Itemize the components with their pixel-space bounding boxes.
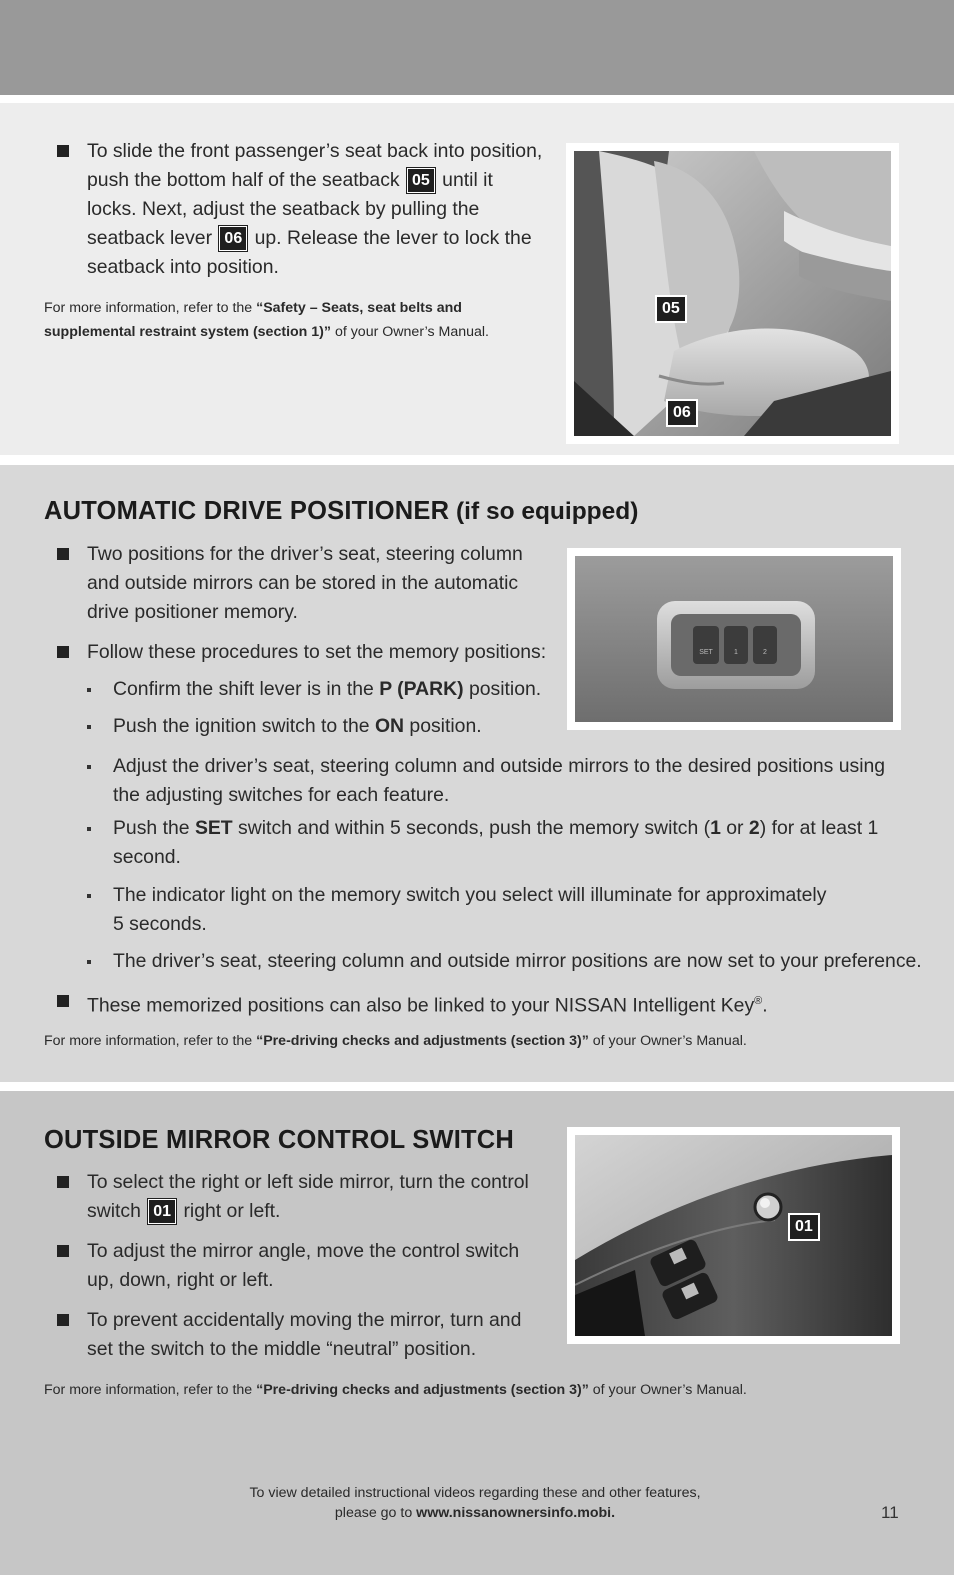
- memory-switch-photo: [575, 556, 893, 722]
- adp-step-set: Push the SET switch and within 5 seconds, push the memory switch (1 or 2) for at least 1 second.: [113, 814, 888, 872]
- heading-outside-mirror-control: OUTSIDE MIRROR CONTROL SWITCH: [44, 1126, 514, 1154]
- adp-bullet-memory: Two positions for the driver’s seat, steering column and outside mirrors can be stored in the automatic drive positioner memory.: [87, 540, 542, 627]
- bullet-dot-icon: [87, 827, 91, 831]
- mirror-bullet-adjust: To adjust the mirror angle, move the control switch up, down, right or left.: [87, 1237, 542, 1295]
- header-bar: [0, 0, 954, 95]
- bullet-dot-icon: [87, 725, 91, 729]
- seat-photo: [574, 151, 891, 436]
- reference-note-predriving-1: For more information, refer to the “Pre-driving checks and adjustments (section 3)” of your Owner’s Manual.: [44, 1033, 747, 1049]
- set-button-label: SET: [699, 649, 713, 656]
- adp-step-park: Confirm the shift lever is in the P (PARK) position.: [113, 675, 558, 704]
- adp-bullet-procedures: Follow these procedures to set the memory positions:: [87, 638, 557, 667]
- seat-photo-frame: [566, 143, 899, 444]
- bullet-square-icon: [57, 1314, 69, 1326]
- mirror-switch-photo-frame: [567, 1127, 900, 1344]
- bullet-dot-icon: [87, 894, 91, 898]
- owners-info-link[interactable]: www.nissanownersinfo.mobi.: [416, 1505, 616, 1521]
- bullet-square-icon: [57, 1176, 69, 1188]
- adp-step-done: The driver’s seat, steering column and outside mirror positions are now set to your preference.: [113, 947, 933, 976]
- adp-step-indicator: The indicator light on the memory switch you select will illuminate for approximately 5 seconds.: [113, 881, 838, 939]
- bullet-dot-icon: [87, 765, 91, 769]
- image-callout-06: 06: [666, 399, 698, 427]
- mirror-switch-photo: [575, 1135, 892, 1336]
- page-number: 11: [881, 1503, 899, 1522]
- image-callout-05: 05: [655, 295, 687, 323]
- bullet-dot-icon: [87, 688, 91, 692]
- bullet-square-icon: [57, 145, 69, 157]
- callout-06: 06: [219, 226, 247, 251]
- bullet-square-icon: [57, 995, 69, 1007]
- bullet-square-icon: [57, 548, 69, 560]
- mirror-bullet-select: To select the right or left side mirror, turn the control switch 01 right or left.: [87, 1168, 547, 1226]
- memory-switch-photo-frame: [567, 548, 901, 730]
- reference-note-safety: For more information, refer to the “Safety – Seats, seat belts and supplemental restraint system (section 1)” of your Owner’s Manual.: [44, 300, 489, 340]
- heading-automatic-drive-positioner: AUTOMATIC DRIVE POSITIONER (if so equipped): [44, 497, 639, 525]
- memory-2-button-label: 2: [763, 649, 767, 656]
- reference-note-predriving-2: For more information, refer to the “Pre-driving checks and adjustments (section 3)” of your Owner’s Manual.: [44, 1382, 747, 1398]
- callout-05: 05: [407, 168, 435, 193]
- memory-1-button-label: 1: [734, 649, 738, 656]
- bullet-dot-icon: [87, 960, 91, 964]
- bullet-square-icon: [57, 646, 69, 658]
- image-callout-01: 01: [788, 1213, 820, 1241]
- adp-step-ignition: Push the ignition switch to the ON position.: [113, 712, 558, 741]
- seatback-instructions: To slide the front passenger’s seat back into position, push the bottom half of the seatback 05 until it locks. Next, adjust the seatback by pulling the seatback lever 06 up. Release the lever to lock the seatback into position.: [87, 137, 547, 282]
- adp-step-adjust: Adjust the driver’s seat, steering column and outside mirrors to the desired positions using the adjusting switches for each feature.: [113, 752, 913, 810]
- footer-video-note: To view detailed instructional videos regarding these and other features, please go to www.nissanownersinfo.mobi.: [249, 1485, 701, 1521]
- mirror-bullet-neutral: To prevent accidentally moving the mirror, turn and set the switch to the middle “neutral” position.: [87, 1306, 542, 1364]
- bullet-square-icon: [57, 1245, 69, 1257]
- adp-bullet-intelligent-key: These memorized positions can also be linked to your NISSAN Intelligent Key®.: [87, 987, 887, 1020]
- callout-01: 01: [148, 1199, 176, 1224]
